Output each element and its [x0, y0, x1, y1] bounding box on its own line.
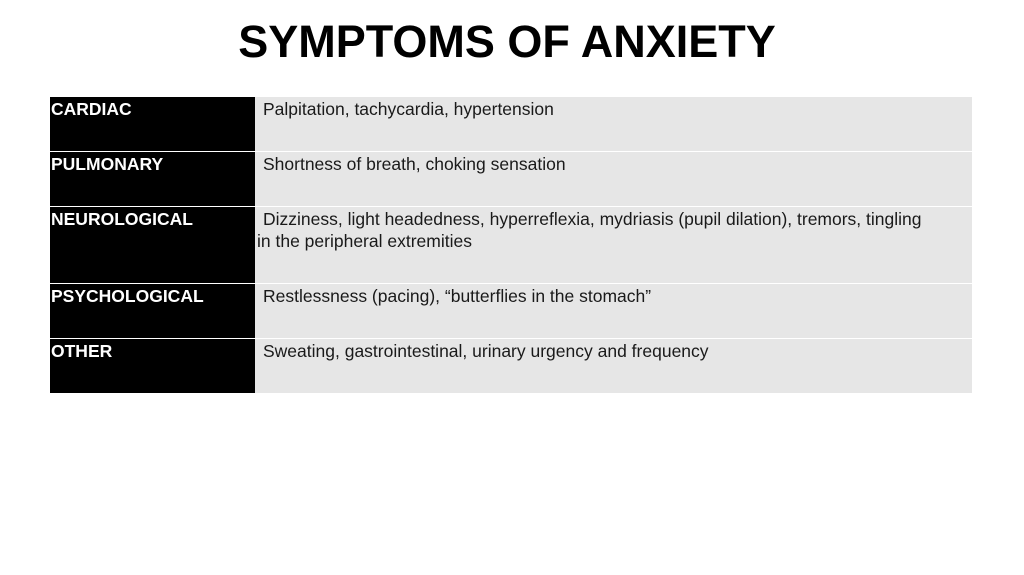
table-row-other: [50, 339, 972, 394]
slide-title: SYMPTOMS OF ANXIETY: [238, 16, 776, 67]
category-cell: NEUROLOGICAL: [50, 207, 255, 284]
table-row-cardiac: [50, 97, 972, 152]
symptoms-cell: Dizziness, light headedness, hyperreflexia, mydriasis (pupil dilation), tremors, tingling in the peripheral extremities: [255, 207, 972, 284]
category-cell: PSYCHOLOGICAL: [50, 284, 255, 339]
symptoms-table: [50, 97, 972, 394]
table-row-pulmonary: [50, 152, 972, 207]
category-cell: OTHER: [50, 339, 255, 394]
category-cell: PULMONARY: [50, 152, 255, 207]
symptoms-cell: Sweating, gastrointestinal, urinary urgency and frequency: [255, 339, 972, 394]
table-row-neurological: [50, 207, 972, 284]
category-cell: CARDIAC: [50, 97, 255, 152]
symptoms-cell: Shortness of breath, choking sensation: [255, 152, 972, 207]
symptoms-cell: Palpitation, tachycardia, hypertension: [255, 97, 972, 152]
symptoms-cell: Restlessness (pacing), “butterflies in the stomach”: [255, 284, 972, 339]
table-row-psychological: [50, 284, 972, 339]
